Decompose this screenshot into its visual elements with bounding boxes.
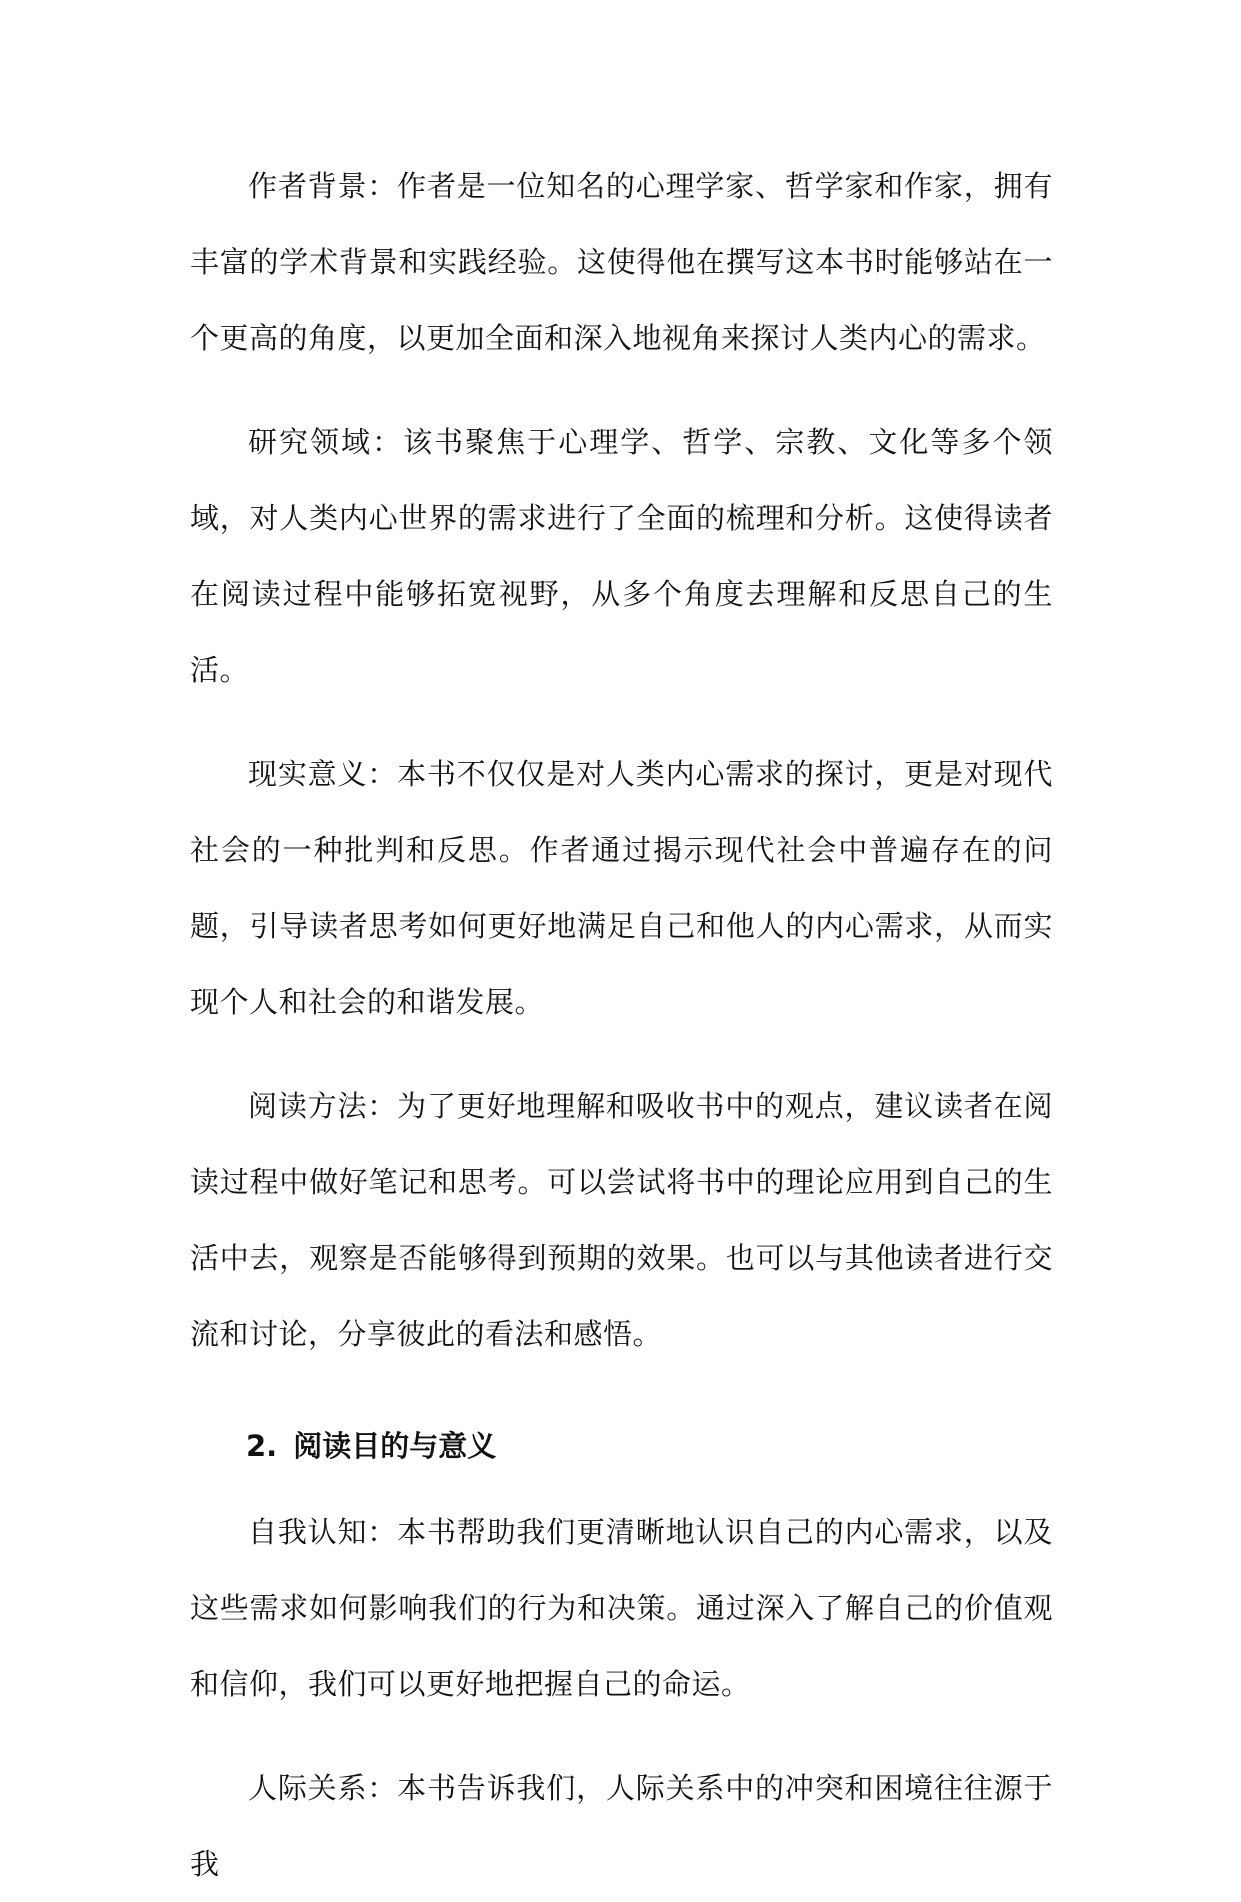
section-number: 2. (246, 1429, 278, 1463)
paragraph-practical-significance: 现实意义：本书不仅仅是对人类内心需求的探讨，更是对现代社会的一种批判和反思。作者通过揭示现代社会中普遍存在的问题，引导读者思考如何更好地满足自己和他人的内心需求，从而实现个人和社会的和谐发展。 (190, 757, 1053, 1019)
section-title: 阅读目的与意义 (293, 1429, 497, 1463)
paragraph-self-awareness: 自我认知：本书帮助我们更清晰地认识自己的内心需求，以及这些需求如何影响我们的行为和决策。通过深入了解自己的价值观和信仰，我们可以更好地把握自己的命运。 (190, 1515, 1053, 1701)
paragraph-author-background: 作者背景：作者是一位知名的心理学家、哲学家和作家，拥有丰富的学术背景和实践经验。这使得他在撰写这本书时能够站在一个更高的角度，以更加全面和深入地视角来探讨人类内心的需求。 (190, 169, 1053, 355)
paragraph-reading-method: 阅读方法：为了更好地理解和吸收书中的观点，建议读者在阅读过程中做好笔记和思考。可以尝试将书中的理论应用到自己的生活中去，观察是否能够得到预期的效果。也可以与其他读者进行交流和讨论，分享彼此的看法和感悟。 (190, 1089, 1053, 1351)
section-heading (190, 1408, 1053, 1484)
paragraph-interpersonal-relations: 人际关系：本书告诉我们，人际关系中的冲突和困境往往源于我 (190, 1771, 1053, 1881)
paragraph-research-field: 研究领域：该书聚焦于心理学、哲学、宗教、文化等多个领域，对人类内心世界的需求进行了全面的梳理和分析。这使得读者在阅读过程中能够拓宽视野，从多个角度去理解和反思自己的生活。 (190, 425, 1053, 687)
